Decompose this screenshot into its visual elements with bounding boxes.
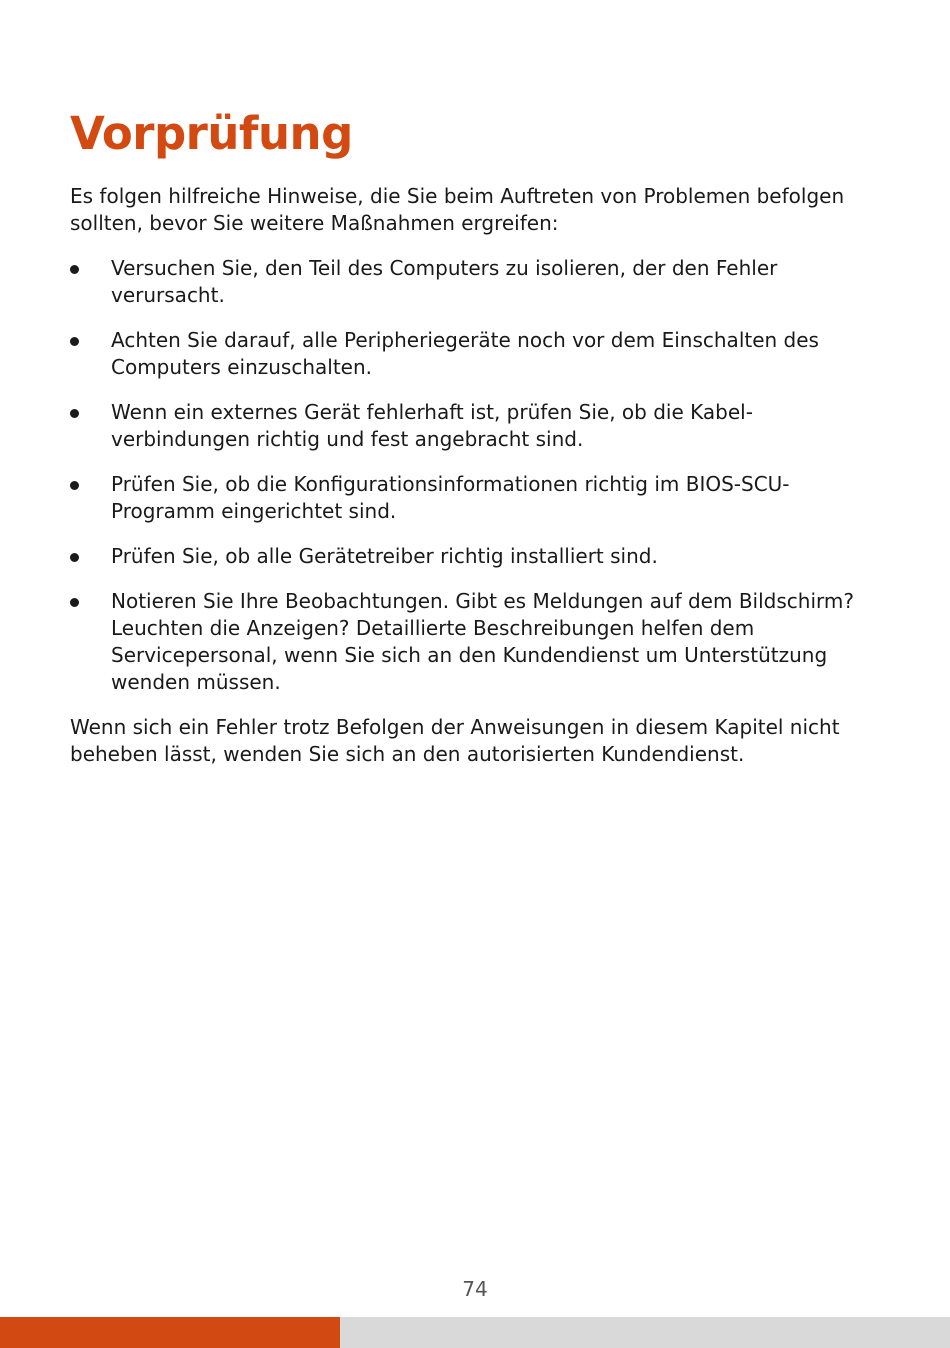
closing-paragraph: Wenn sich ein Fehler trotz Befolgen der Anweisungen in diesem Kapitel nicht beheben lässt, wenden Sie sich an den autorisierten Kundendienst.	[70, 715, 840, 766]
list-item	[70, 588, 890, 696]
list-item	[70, 327, 890, 381]
bullet-icon	[70, 553, 79, 562]
footer-accent-block	[0, 1317, 340, 1348]
bullet-icon	[70, 481, 79, 490]
list-item-text: Notieren Sie Ihre Beobachtungen. Gibt es Meldungen auf dem Bildschirm? Leuchten die Anzeigen? Detaillierte Beschreibungen helfen dem Servicepersonal, wenn Sie sich an den Kundendienst um Unterstützung wenden müssen.	[111, 589, 854, 694]
page-body	[70, 183, 890, 768]
bullet-icon	[70, 337, 79, 346]
list-item	[70, 399, 890, 453]
bullet-icon	[70, 598, 79, 607]
list-item-text: Prüfen Sie, ob alle Gerätetreiber richtig installiert sind.	[111, 544, 658, 568]
list-item	[70, 543, 890, 570]
list-item-text: Achten Sie darauf, alle Peripheriegeräte noch vor dem Einschalten des Computers einzuschalten.	[111, 328, 819, 379]
bullet-icon	[70, 265, 79, 274]
footer-gray-block	[340, 1317, 950, 1348]
page-title: Vorprüfung	[70, 107, 353, 160]
list-item-text: Versuchen Sie, den Teil des Computers zu isolieren, der den Fehler verursacht.	[111, 256, 778, 307]
list-item	[70, 255, 890, 309]
bullet-icon	[70, 409, 79, 418]
list-item-text: Prüfen Sie, ob die Konfigurationsinformationen richtig im BIOS-SCU-Programm eingerichtet sind.	[111, 472, 790, 523]
hint-list	[70, 255, 890, 696]
page-number: 74	[462, 1277, 488, 1301]
footer-bar	[0, 1317, 950, 1348]
intro-paragraph: Es folgen hilfreiche Hinweise, die Sie beim Auftreten von Problemen befolgen sollten, bevor Sie weitere Maßnahmen ergreifen:	[70, 184, 845, 235]
list-item-text: Wenn ein externes Gerät fehlerhaft ist, prüfen Sie, ob die Kabel-verbindungen richtig und fest angebracht sind.	[111, 400, 753, 451]
list-item	[70, 471, 890, 525]
